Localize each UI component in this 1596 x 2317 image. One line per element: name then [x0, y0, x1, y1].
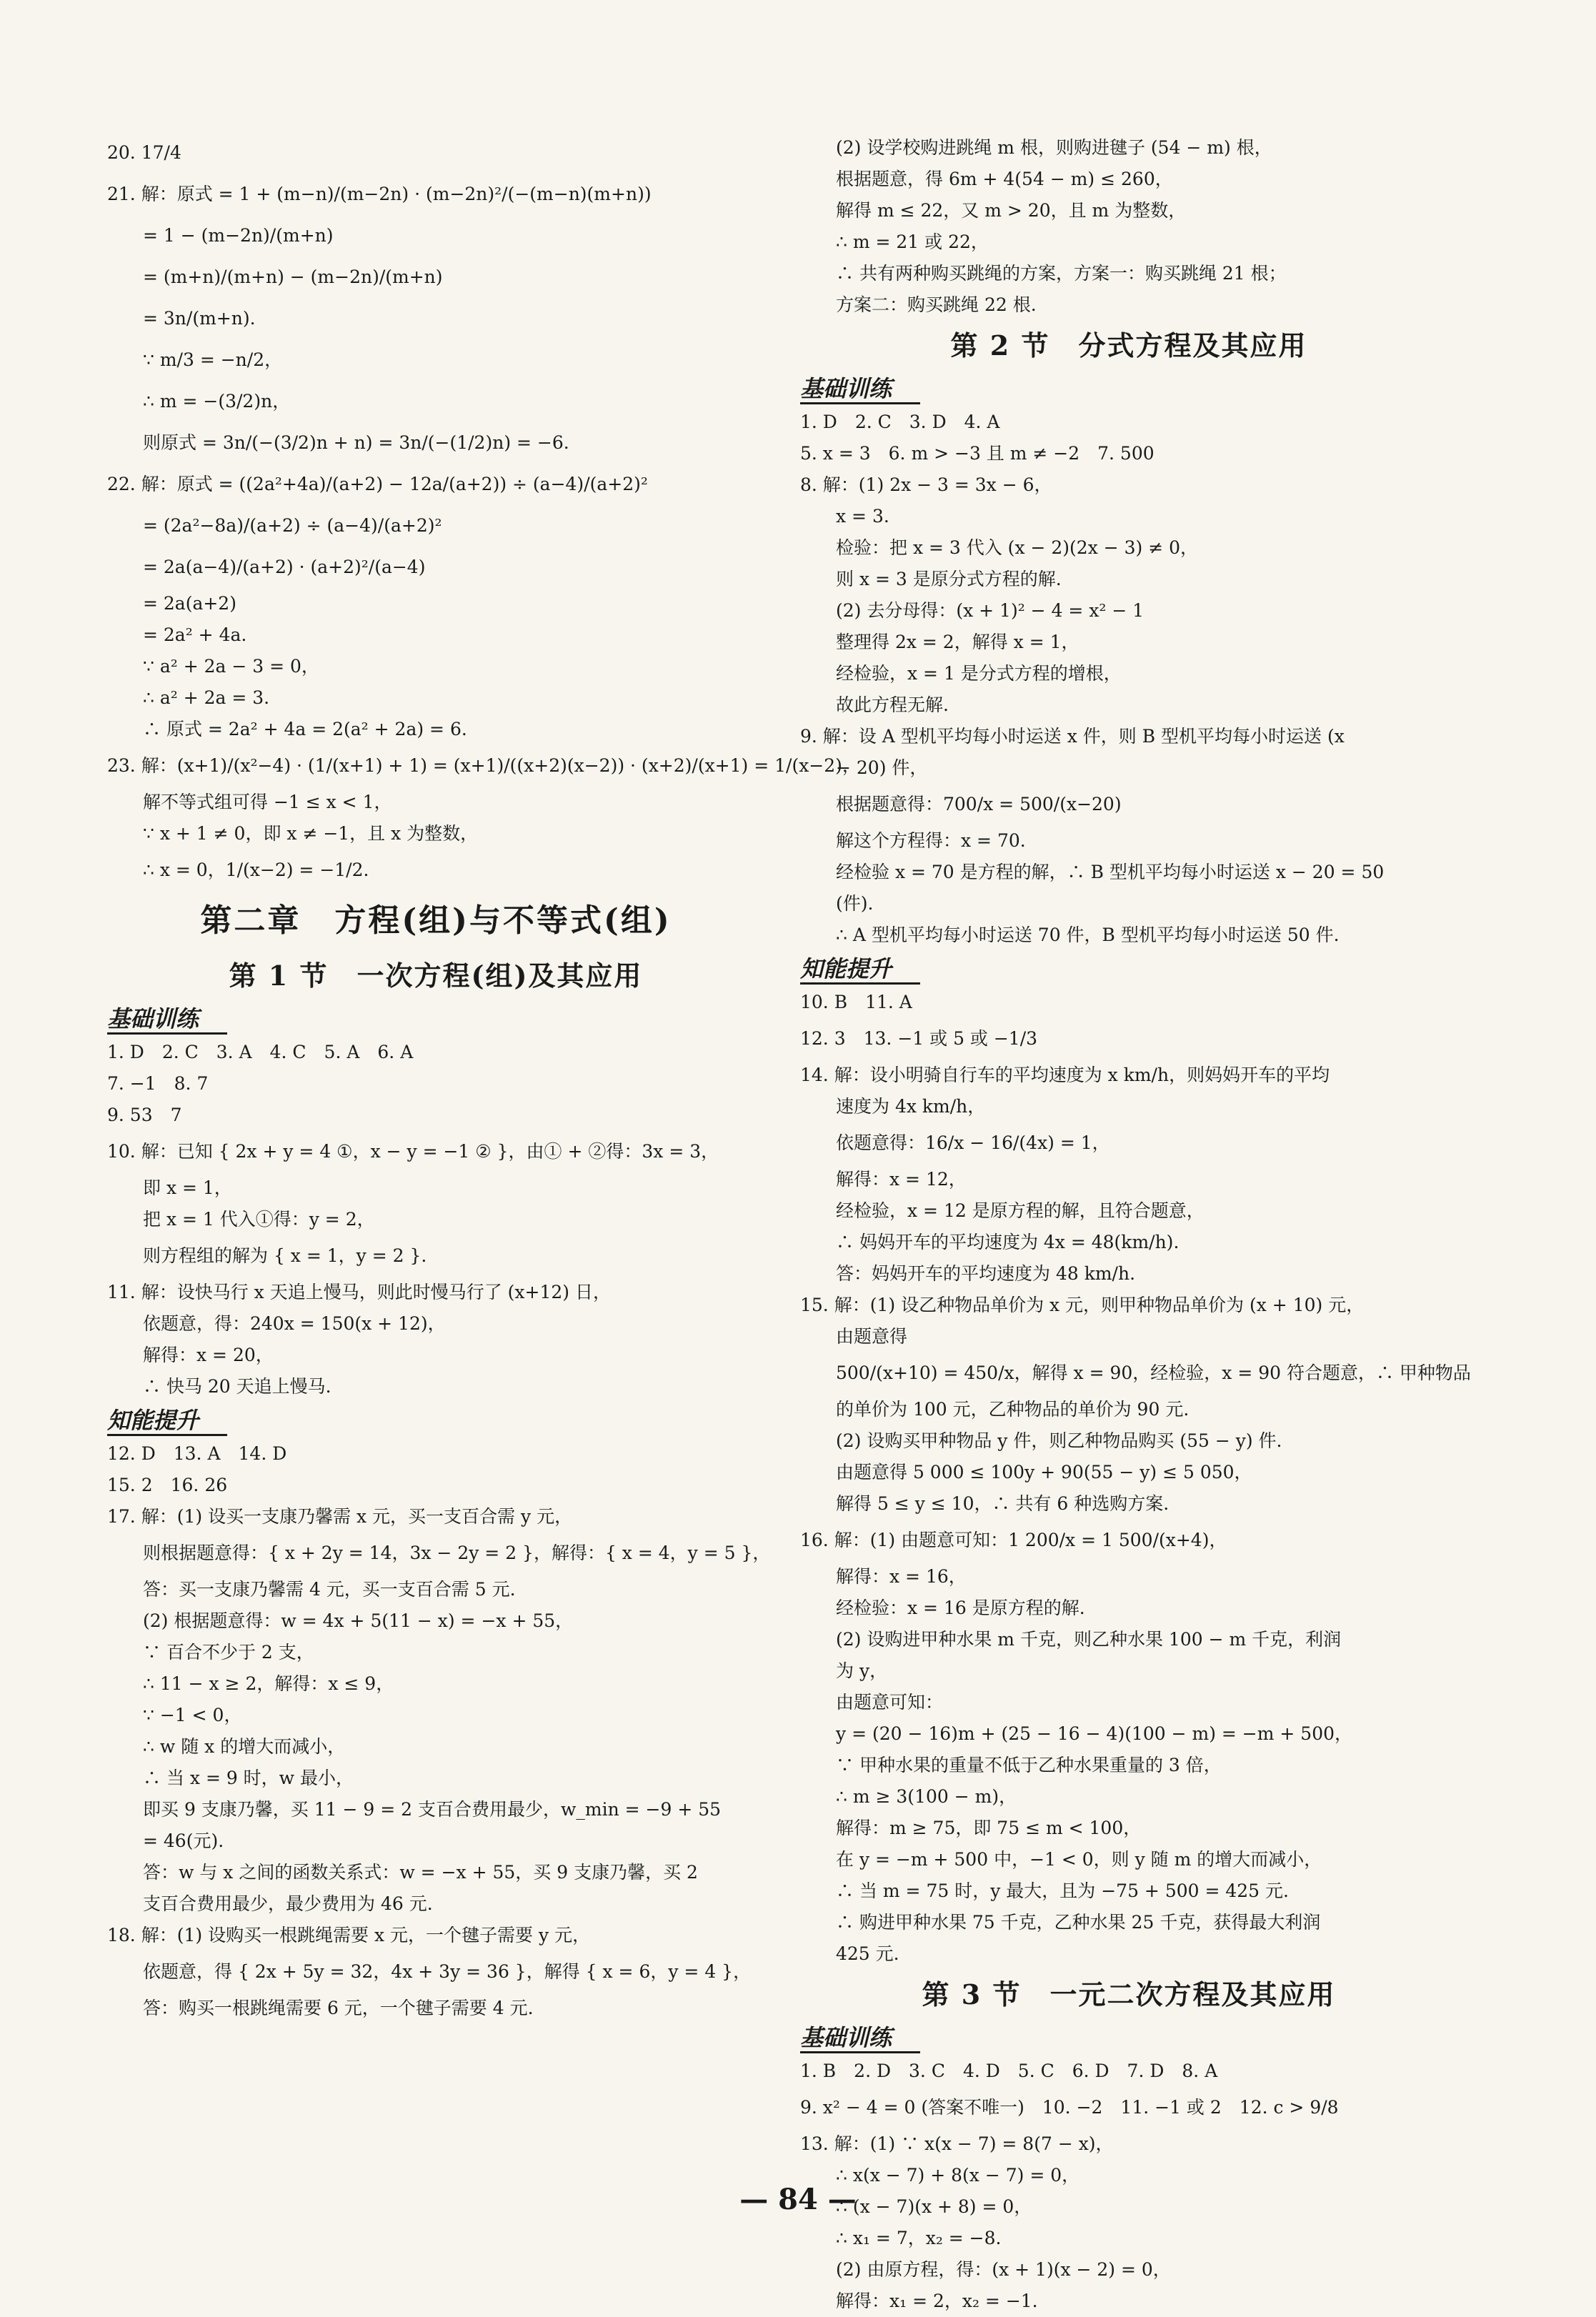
- answer-line: 则 x = 3 是原分式方程的解.: [836, 569, 1062, 589]
- answer-line: 1. B 2. D 3. C 4. D 5. C 6. D 7. D 8. A: [800, 2061, 1218, 2081]
- answer-line: 的单价为 100 元，乙种物品的单价为 90 元.: [836, 1399, 1189, 1420]
- answer-line: 15. 解：(1) 设乙种物品单价为 x 元，则甲种物品单价为 (x + 10) 元，: [800, 1295, 1365, 1315]
- answer-line: y = (20 − 16)m + (25 − 16 − 4)(100 − m) = −m + 500，: [836, 1723, 1353, 1744]
- answer-line: 由题意得: [836, 1326, 908, 1347]
- answer-line: 解得：x₁ = 2，x₂ = −1.: [836, 2291, 1038, 2311]
- section-title: 第 2 节 分式方程及其应用: [950, 329, 1307, 362]
- answer-line: 20. 17/4: [107, 142, 181, 163]
- answer-line: (2) 设购买甲种物品 y 件，则乙种物品购买 (55 − y) 件.: [836, 1430, 1282, 1451]
- answer-line: 答：妈妈开车的平均速度为 48 km/h.: [836, 1263, 1136, 1284]
- section-label: [107, 1402, 764, 1438]
- answer-line: 则根据题意得：{ x + 2y = 14，3x − 2y = 2 }，解得：{ x = 4，y = 5 }，: [143, 1543, 771, 1563]
- answer-line: 根据题意得：700/x = 500/(x−20): [836, 794, 1122, 814]
- answer-line: 17. 解：(1) 设买一支康乃馨需 x 元，买一支百合需 y 元，: [107, 1506, 573, 1527]
- page-number: — 84 —: [739, 2183, 857, 2216]
- answer-line: 经检验：x = 16 是原方程的解.: [836, 1598, 1085, 1618]
- answer-line: 答：买一支康乃馨需 4 元，买一支百合需 5 元.: [143, 1579, 516, 1600]
- answer-line: 依题意，得 { 2x + 5y = 32，4x + 3y = 36 }，解得 { x = 6，y = 4 }，: [143, 1961, 752, 1982]
- answer-line: 由题意可知：: [836, 1692, 944, 1713]
- section-label: [107, 1001, 764, 1037]
- answer-line: ∴ (x − 7)(x + 8) = 0，: [836, 2196, 1032, 2217]
- answer-line: 答：购买一根跳绳需要 6 元，一个毽子需要 4 元.: [143, 1998, 534, 2018]
- answer-line: 在 y = −m + 500 中，−1 < 0，则 y 随 m 的增大而减小，: [836, 1849, 1322, 1870]
- answer-line: ∵ −1 < 0，: [143, 1705, 242, 1725]
- answer-line: 支百合费用最少，最少费用为 46 元.: [143, 1893, 433, 1914]
- answer-line: ∵ 百合不少于 2 支，: [143, 1642, 314, 1663]
- answer-line: 21. 解：原式 = 1 + (m−n)/(m−2n) · (m−2n)²/(−(m−n)(m+n)): [107, 184, 652, 204]
- answer-line: ∴ A 型机平均每小时运送 70 件，B 型机平均每小时运送 50 件.: [836, 925, 1340, 945]
- section-title: 第 3 节 一元二次方程及其应用: [922, 1978, 1336, 2010]
- answer-line: 12. 3 13. −1 或 5 或 −1/3: [800, 1028, 1038, 1049]
- answer-line: 解得 5 ≤ y ≤ 10，∴ 共有 6 种选购方案.: [836, 1493, 1169, 1514]
- answer-line: 经检验 x = 70 是方程的解，∴ B 型机平均每小时运送 x − 20 = 50: [836, 862, 1385, 882]
- answer-line: 把 x = 1 代入①得：y = 2，: [143, 1209, 375, 1230]
- answer-line: (2) 设学校购进跳绳 m 根，则购进毽子 (54 − m) 根，: [836, 137, 1272, 158]
- answer-line: 9. 解：设 A 型机平均每小时运送 x 件，则 B 型机平均每小时运送 (x: [800, 726, 1345, 747]
- answer-line: 由题意得 5 000 ≤ 100y + 90(55 − y) ≤ 5 050，: [836, 1462, 1252, 1483]
- answer-line: ∵ a² + 2a − 3 = 0，: [143, 656, 319, 677]
- answer-line: ∴ 购进甲种水果 75 千克，乙种水果 25 千克，获得最大利润: [836, 1912, 1321, 1933]
- answer-line: x = 3.: [836, 506, 889, 527]
- answer-line: 7. −1 8. 7: [107, 1073, 209, 1094]
- answer-line: ∴ 原式 = 2a² + 4a = 2(a² + 2a) = 6.: [143, 719, 467, 739]
- chapter-title: 第二章 方程(组)与不等式(组): [200, 902, 672, 939]
- answer-line: 为 y，: [836, 1660, 888, 1681]
- answer-line: − 20) 件，: [836, 757, 928, 778]
- answer-line: = (m+n)/(m+n) − (m−2n)/(m+n): [143, 266, 443, 287]
- answer-line: 解这个方程得：x = 70.: [836, 830, 1026, 851]
- answer-line: 14. 解：设小明骑自行车的平均速度为 x km/h，则妈妈开车的平均: [800, 1065, 1330, 1085]
- answer-line: 即 x = 1，: [143, 1177, 232, 1198]
- answer-line: ∴ 妈妈开车的平均速度为 4x = 48(km/h).: [836, 1232, 1179, 1252]
- answer-line: 425 元.: [836, 1943, 899, 1964]
- answer-line: 依题意，得：240x = 150(x + 12)，: [143, 1313, 446, 1334]
- answer-line: 方案二：购买跳绳 22 根.: [836, 294, 1037, 315]
- answer-line: = 3n/(m+n).: [143, 308, 256, 329]
- answer-line: (2) 设购进甲种水果 m 千克，则乙种水果 100 − m 千克，利润: [836, 1629, 1342, 1650]
- answer-line: 13. 解：(1) ∵ x(x − 7) = 8(7 − x)，: [800, 2133, 1114, 2154]
- answer-line: 23. 解：(x+1)/(x²−4) · (1/(x+1) + 1) = (x+1)/((x+2)(x−2)) · (x+2)/(x+1) = 1/(x−2)，: [107, 755, 860, 776]
- answer-line: (件).: [836, 893, 874, 914]
- answer-line: 解得：x = 20，: [143, 1345, 274, 1365]
- answer-line: ∴ a² + 2a = 3.: [143, 687, 270, 708]
- answer-line: 故此方程无解.: [836, 694, 949, 715]
- answer-line: 11. 解：设快马行 x 天追上慢马，则此时慢马行了 (x+12) 日，: [107, 1282, 611, 1302]
- answer-line: ∵ 甲种水果的重量不低于乙种水果重量的 3 倍，: [836, 1755, 1222, 1775]
- answer-line: 则原式 = 3n/(−(3/2)n + n) = 3n/(−(1/2)n) = −6.: [143, 432, 569, 453]
- section-label: [800, 371, 1457, 407]
- answer-line: 整理得 2x = 2，解得 x = 1，: [836, 632, 1079, 652]
- answer-line: = 2a(a+2): [143, 593, 236, 614]
- section-label-text: 基础训练: [800, 2024, 920, 2053]
- answer-line: ∵ x + 1 ≠ 0，即 x ≠ −1，且 x 为整数，: [143, 823, 479, 844]
- answer-line: ∴ m = −(3/2)n，: [143, 391, 291, 412]
- answer-line: ∴ m ≥ 3(100 − m)，: [836, 1786, 1017, 1807]
- answer-line: 速度为 4x km/h，: [836, 1096, 986, 1117]
- answer-line: ∴ m = 21 或 22，: [836, 231, 989, 252]
- answer-line: = 1 − (m−2n)/(m+n): [143, 225, 334, 246]
- answer-line: 1. D 2. C 3. D 4. A: [800, 412, 1000, 432]
- answer-line: ∴ 当 x = 9 时，w 最小，: [143, 1768, 354, 1788]
- answer-line: ∴ x₁ = 7，x₂ = −8.: [836, 2228, 1002, 2248]
- section-label-text: 知能提升: [800, 955, 920, 985]
- answer-line: 即买 9 支康乃馨，买 11 − 9 = 2 支百合费用最少，w_min = −9 + 55: [143, 1799, 722, 1820]
- answer-line: ∴ w 随 x 的增大而减小，: [143, 1736, 346, 1757]
- section-label-text: 基础训练: [107, 1005, 227, 1035]
- answer-line: 10. B 11. A: [800, 992, 912, 1012]
- answer-line: 经检验，x = 1 是分式方程的增根，: [836, 663, 1122, 684]
- answer-line: ∴ 11 − x ≥ 2，解得：x ≤ 9，: [143, 1673, 394, 1694]
- answer-line: = 2a² + 4a.: [143, 624, 247, 645]
- answer-line: 16. 解：(1) 由题意可知：1 200/x = 1 500/(x+4)，: [800, 1530, 1227, 1550]
- answer-line: 15. 2 16. 26: [107, 1475, 228, 1495]
- answer-line: 18. 解：(1) 设购买一根跳绳需要 x 元，一个毽子需要 y 元，: [107, 1925, 591, 1945]
- answer-line: (2) 去分母得：(x + 1)² − 4 = x² − 1: [836, 600, 1144, 621]
- section-title: 第 1 节 一次方程(组)及其应用: [229, 960, 643, 992]
- answer-line: (2) 根据题意得：w = 4x + 5(11 − x) = −x + 55，: [143, 1610, 574, 1631]
- section-label-text: 知能提升: [107, 1407, 227, 1436]
- answer-line: 根据题意，得 6m + 4(54 − m) ≤ 260，: [836, 169, 1173, 189]
- answer-line: = 2a(a−4)/(a+2) · (a+2)²/(a−4): [143, 557, 426, 577]
- answer-line: = (2a²−8a)/(a+2) ÷ (a−4)/(a+2)²: [143, 515, 442, 536]
- answer-line: 500/(x+10) = 450/x，解得 x = 90，经检验，x = 90 符合题意，∴ 甲种物品: [836, 1362, 1471, 1383]
- answer-line: 1. D 2. C 3. A 4. C 5. A 6. A: [107, 1042, 414, 1062]
- answer-line: ∴ x = 0，1/(x−2) = −1/2.: [143, 859, 369, 880]
- answer-line: 检验：把 x = 3 代入 (x − 2)(2x − 3) ≠ 0，: [836, 537, 1199, 558]
- answer-line: ∴ x(x − 7) + 8(x − 7) = 0，: [836, 2165, 1080, 2186]
- answer-line: (2) 由原方程，得：(x + 1)(x − 2) = 0，: [836, 2259, 1171, 2280]
- answer-line: 10. 解：已知 { 2x + y = 4 ①，x − y = −1 ② }，由① + ②得：3x = 3，: [107, 1141, 719, 1162]
- answer-line: 解得：x = 12，: [836, 1169, 967, 1190]
- answer-line: 9. 53 7: [107, 1105, 182, 1125]
- answer-line: 12. D 13. A 14. D: [107, 1443, 287, 1464]
- answer-line: 8. 解：(1) 2x − 3 = 3x − 6，: [800, 474, 1052, 495]
- answer-line: 9. x² − 4 = 0 (答案不唯一) 10. −2 11. −1 或 2 12. c > 9/8: [800, 2097, 1339, 2118]
- answer-line: ∴ 共有两种购买跳绳的方案，方案一：购买跳绳 21 根；: [836, 263, 1287, 284]
- section-label: [800, 2020, 1457, 2056]
- answer-line: 依题意得：16/x − 16/(4x) = 1，: [836, 1132, 1110, 1153]
- answer-line: 解得：m ≥ 75，即 75 ≤ m < 100，: [836, 1818, 1142, 1838]
- answer-line: 解得 m ≤ 22，又 m > 20，且 m 为整数，: [836, 200, 1187, 221]
- answer-line: 答：w 与 x 之间的函数关系式：w = −x + 55，买 9 支康乃馨，买 2: [143, 1862, 698, 1883]
- answer-line: 解得：x = 16，: [836, 1566, 967, 1587]
- answer-line: ∴ 快马 20 天追上慢马.: [143, 1376, 331, 1397]
- answer-line: 22. 解：原式 = ((2a²+4a)/(a+2) − 12a/(a+2)) ÷ (a−4)/(a+2)²: [107, 474, 648, 494]
- answer-line: ∵ m/3 = −n/2，: [143, 349, 283, 370]
- answer-line: = 46(元).: [143, 1830, 224, 1851]
- answer-line: ∴ 当 m = 75 时，y 最大，且为 −75 + 500 = 425 元.: [836, 1880, 1289, 1901]
- section-label: [800, 951, 1457, 987]
- answer-line: 经检验，x = 12 是原方程的解，且符合题意，: [836, 1200, 1205, 1221]
- section-label-text: 基础训练: [800, 375, 920, 404]
- right-column: [800, 132, 1471, 2317]
- answer-line: 5. x = 3 6. m > −3 且 m ≠ −2 7. 500: [800, 443, 1154, 464]
- answer-line: 解不等式组可得 −1 ≤ x < 1，: [143, 792, 392, 812]
- answer-line: 则方程组的解为 { x = 1，y = 2 }.: [143, 1245, 427, 1266]
